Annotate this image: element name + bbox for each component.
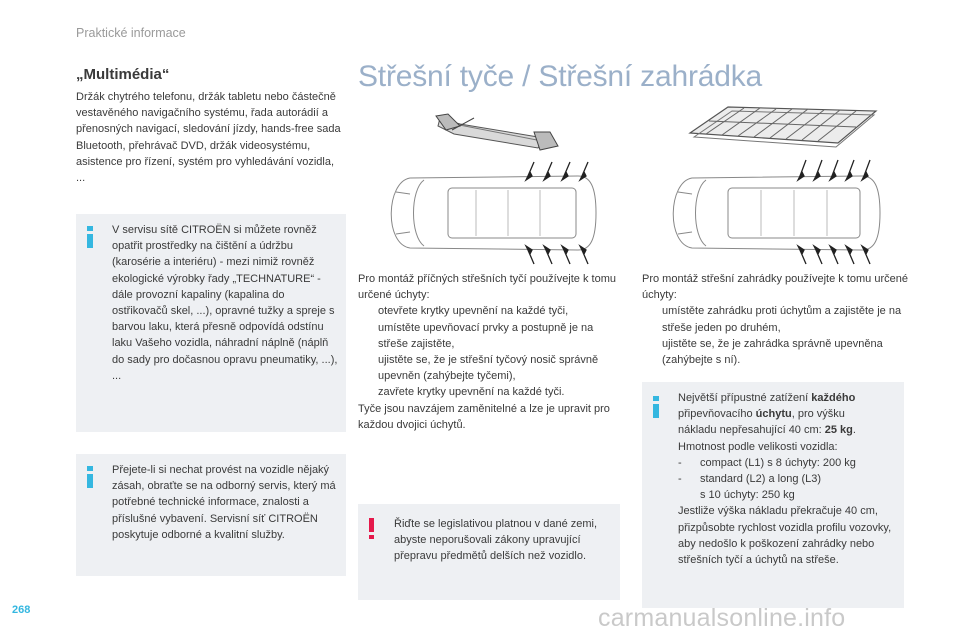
list-item: - standard (L2) a long (L3) xyxy=(678,473,822,486)
roof-rack-instructions xyxy=(642,271,908,368)
info-box-servicing xyxy=(76,214,346,432)
warning-icon xyxy=(368,518,376,539)
list-item-text: umístěte upevňovací prvky a postupně je na střeše zajistěte, xyxy=(378,321,594,350)
list-item xyxy=(642,303,908,335)
roof-bars-intro: Pro montáž příčných střešních tyčí používejte k tomu určené úchyty: xyxy=(358,273,616,302)
info-text-servicing: V servisu sítě CITROËN si můžete rovněž opatřit prostředky na čištění a údržbu (karosérie a interiéru) - mezi nimiž rovněž ekologické výrobky řady „TECHNATURE“ - dále provozní kapaliny (kapalina do ostřikovačů skel, ...), opravné tužky a spreje s barvou laku, která přesně odpovídá odstínu laku Vašeho vozidla, náhradní náplně (náplň do sady pro dočasnou opravu pneumatiky, ...), ... xyxy=(112,224,338,382)
list-item xyxy=(358,320,620,352)
list-item-text: ujistěte se, že je zahrádka správně upevněna (zahýbejte s ní). xyxy=(662,337,883,367)
info-icon xyxy=(86,466,94,488)
van-top-view-bars xyxy=(380,160,618,266)
info-text-service-network: Přejete-li si nechat provést na vozidle nějaký zásah, obraťte se na odborný servis, který má potřebné technické informace, znalosti a příslušné vybavení. Servisní síť CITROËN poskytuje odborné a kvalitní služby. xyxy=(112,464,336,541)
warning-box-legislation xyxy=(358,504,620,600)
bullet-icon xyxy=(358,320,378,352)
roof-bars-outro: Tyče jsou navzájem zaměnitelné a lze je upravit pro každou dvojici úchytů. xyxy=(358,402,610,431)
bullet-icon xyxy=(642,303,662,335)
load-limits-text: Největší přípustné zatížení každého připevňovacího úchytu, pro výšku nákladu nepřesahující 40 cm: 25 kg. Hmotnost podle velikosti vozidla: - compact (L1) s 8 úchyty: 200 kg - standard (L2) a long (L3) s 10 úchyty: 250 kg Jestliže výška nákladu překračuje 40 cm, přizpůsobte rychlost vozidla profilu vozovky, aby nedošlo k poškození zahrádky nebo střešních tyčí a úchytů na střeše. xyxy=(678,390,896,568)
list-item xyxy=(358,384,620,400)
list-item-text: otevřete krytky upevnění na každé tyči, xyxy=(378,305,569,318)
list-item-text: umístěte zahrádku proti úchytům a zajistěte je na střeše jeden po druhém, xyxy=(662,305,902,334)
list-item: - compact (L1) s 8 úchyty: 200 kg xyxy=(678,456,856,469)
running-head: Praktické informace xyxy=(76,26,186,40)
roof-bar-illustration xyxy=(434,108,564,154)
van-top-view-rack xyxy=(662,156,902,266)
list-item-text: ujistěte se, že je střešní tyčový nosič správně upevněn (zahýbejte tyčemi), xyxy=(378,354,599,383)
watermark: carmanualsonline.info xyxy=(598,604,846,632)
roof-rack-intro: Pro montáž střešní zahrádky používejte k tomu určené úchyty: xyxy=(642,273,908,302)
info-box-load-limits xyxy=(642,382,904,608)
info-box-service-network xyxy=(76,454,346,576)
list-item-text: zavřete krytky upevnění na každé tyči. xyxy=(378,386,565,399)
multimedia-intro: Držák chytrého telefonu, držák tabletu nebo částečně vestavěného navigačního systému, řada autorádií a přenosných navigací, sledování jízdy, hands-free sada Bluetooth, přehrávač DVD, držák videosystému, asistence pro řízení, systém pro vyhledávání vozidla, ... xyxy=(76,91,341,185)
warning-text: Řiďte se legislativou platnou v dané zemi, abyste neporušovali zákony upravující přepravu předmětů delších než vozidlo. xyxy=(394,518,598,563)
roof-rack-illustration xyxy=(688,103,878,147)
list-item xyxy=(358,303,620,319)
info-icon xyxy=(652,396,660,418)
page-title: Střešní tyče / Střešní zahrádka xyxy=(358,60,762,93)
list-item xyxy=(358,352,620,384)
info-icon xyxy=(86,226,94,248)
bullet-icon xyxy=(358,303,378,319)
section-title-multimedia: „Multimédia“ xyxy=(76,66,170,83)
list-item xyxy=(642,336,908,368)
page-number: 268 xyxy=(12,604,31,616)
roof-bars-instructions xyxy=(358,271,620,433)
bullet-icon xyxy=(642,336,662,368)
bullet-icon xyxy=(358,352,378,384)
bullet-icon xyxy=(358,384,378,400)
